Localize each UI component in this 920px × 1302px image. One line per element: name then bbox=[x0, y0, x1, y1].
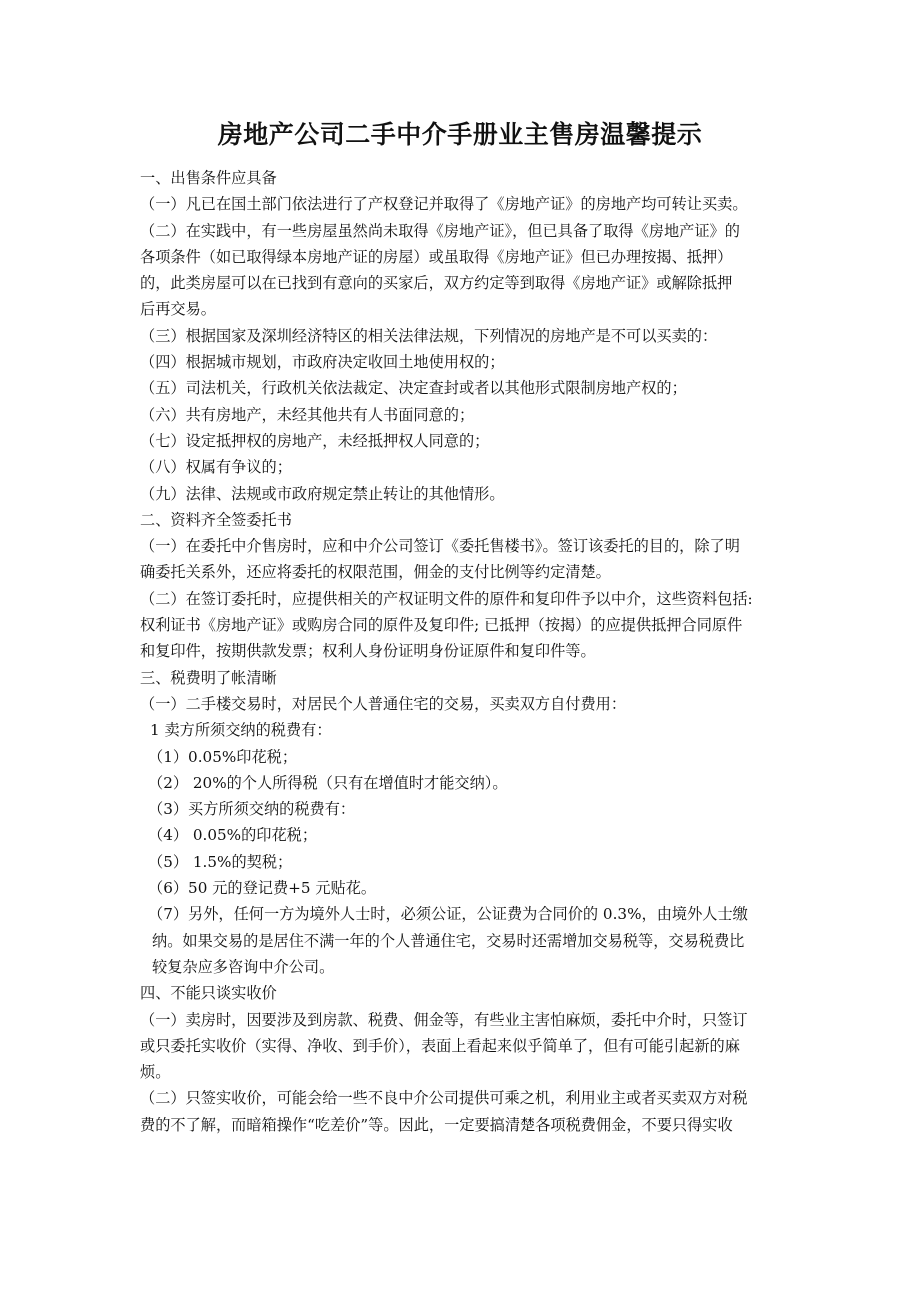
paragraph-line: 或只委托实收价（实得、净收、到手价），表面上看起来似乎简单了，但有可能引起新的麻 bbox=[140, 1036, 740, 1055]
list-item: （6）50 元的登记费+5 元贴花。 bbox=[148, 879, 377, 898]
document-body bbox=[140, 165, 785, 1138]
section-heading: 四、不能只谈实收价 bbox=[140, 984, 277, 1003]
paragraph-line: （七）设定抵押权的房地产，未经抵押权人同意的； bbox=[140, 431, 490, 450]
list-item: （1）0.05%印花税； bbox=[148, 747, 298, 766]
paragraph-line: （三）根据国家及深圳经济特区的相关法律法规，下列情况的房地产是不可以买卖的： bbox=[140, 326, 718, 345]
paragraph-line: （一）卖房时，因要涉及到房款、税费、佣金等，有些业主害怕麻烦，委托中介时，只签订 bbox=[140, 1010, 748, 1029]
paragraph-line: 权利证书《房地产证》或购房合同的原件及复印件; 已抵押（按揭）的应提供抵押合同原件 bbox=[140, 616, 743, 635]
sub-heading: 1 卖方所须交纳的税费有： bbox=[150, 721, 332, 740]
paragraph-line: （二）只签实收价，可能会给一些不良中介公司提供可乘之机，利用业主或者买卖双方对税 bbox=[140, 1089, 748, 1108]
paragraph-line: （二）在签订委托时，应提供相关的产权证明文件的原件和复印件予以中介，这些资料包括: bbox=[140, 589, 753, 608]
paragraph-line: 费的不了解，而暗箱操作“吃差价”等。因此，一定要搞清楚各项税费佣金，不要只得实收 bbox=[140, 1115, 733, 1134]
section-heading: 三、税费明了帐清晰 bbox=[140, 668, 277, 687]
list-item-continuation: 纳。如果交易的是居住不满一年的个人普通住宅，交易时还需增加交易税等，交易税费比 bbox=[152, 931, 745, 950]
list-item: （2） 20%的个人所得税（只有在增值时才能交纳）。 bbox=[148, 773, 508, 792]
paragraph-line: （八）权属有争议的； bbox=[140, 458, 292, 477]
paragraph-line: （六）共有房地产，未经其他共有人书面同意的； bbox=[140, 405, 475, 424]
paragraph-line: （二）在实践中，有一些房屋虽然尚未取得《房地产证》，但已具备了取得《房地产证》的 bbox=[140, 221, 740, 240]
paragraph-line: 的，此类房屋可以在已找到有意向的买家后，双方约定等到取得《房地产证》或解除抵押 bbox=[140, 274, 733, 293]
paragraph-line: 和复印件，按期供款发票；权利人身份证明身份证原件和复印件等。 bbox=[140, 642, 596, 661]
paragraph-line: 各项条件（如已取得绿本房地产证的房屋）或虽取得《房地产证》但已办理按揭、抵押） bbox=[140, 247, 733, 266]
list-item-continuation: 较复杂应多咨询中介公司。 bbox=[152, 957, 335, 976]
list-item: （5） 1.5%的契税； bbox=[148, 852, 293, 871]
section-heading: 一、出售条件应具备 bbox=[140, 169, 277, 187]
list-item: （3）买方所须交纳的税费有： bbox=[148, 800, 356, 819]
document-title: 房地产公司二手中介手册业主售房温馨提示 bbox=[217, 120, 703, 149]
paragraph-line: （四）根据城市规划，市政府决定收回土地使用权的； bbox=[140, 353, 505, 372]
list-item: （7）另外，任何一方为境外人士时，必须公证，公证费为合同价的 0.3%，由境外人士缴 bbox=[148, 905, 748, 924]
paragraph-line: （一）在委托中介售房时，应和中介公司签订《委托售楼书》。签订该委托的目的，除了明 bbox=[140, 537, 740, 556]
section-heading: 二、资料齐全签委托书 bbox=[140, 510, 292, 529]
list-item: （4） 0.05%的印花税； bbox=[148, 826, 318, 845]
paragraph-line: （一）二手楼交易时，对居民个人普通住宅的交易，买卖双方自付费用： bbox=[140, 694, 626, 713]
paragraph-line: 烦。 bbox=[140, 1063, 171, 1082]
paragraph-line: 确委托关系外，还应将委托的权限范围，佣金的支付比例等约定清楚。 bbox=[140, 563, 611, 582]
paragraph-line: （一）凡已在国土部门依法进行了产权登记并取得了《房地产证》的房地产均可转让买卖。 bbox=[140, 195, 748, 214]
paragraph-line: （五）司法机关，行政机关依法裁定、决定查封或者以其他形式限制房地产权的； bbox=[140, 379, 687, 398]
paragraph-line: （九）法律、法规或市政府规定禁止转让的其他情形。 bbox=[140, 484, 505, 503]
paragraph-line: 后再交易。 bbox=[140, 300, 216, 319]
